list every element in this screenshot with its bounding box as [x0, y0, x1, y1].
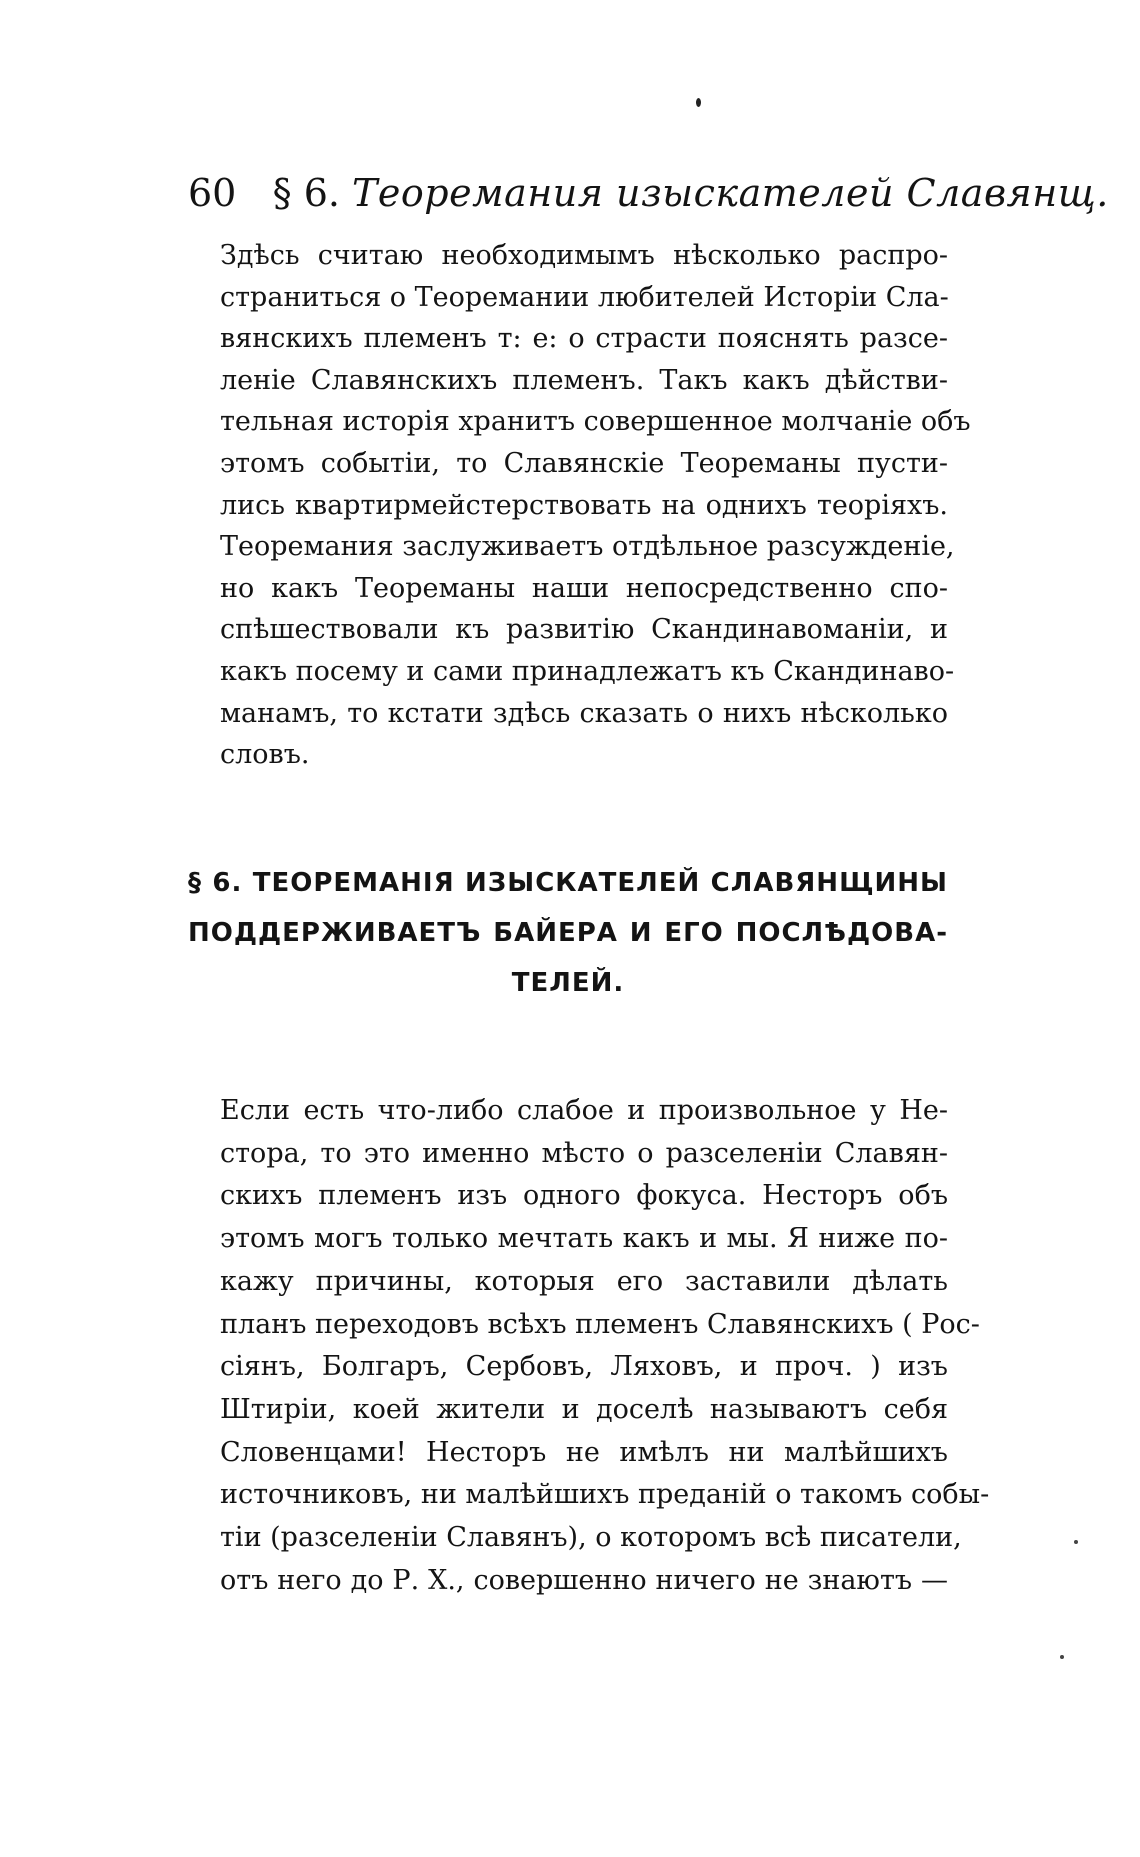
text-line: кажу причины, которыя его заставили дѣлать [220, 1265, 948, 1297]
text-line: этомъ событіи, то Славянскіе Теореманы пусти- [220, 447, 948, 479]
text-line: манамъ, то кстати здѣсь сказать о нихъ нѣсколько [220, 697, 948, 729]
heading-line: ПОДДЕРЖИВАЕТЪ БАЙЕРА И ЕГО ПОСЛѢДОВА- [188, 918, 948, 948]
text-line: Если есть что-либо слабое и произвольное у Не- [220, 1095, 948, 1126]
heading-line: § 6. ТЕОРЕМАНІЯ ИЗЫСКАТЕЛЕЙ СЛАВЯНЩИНЫ [188, 868, 948, 898]
section-heading [188, 858, 948, 1008]
print-speck [1060, 1655, 1064, 1659]
text-line: этомъ могъ только мечтать какъ и мы. Я ниже по- [220, 1223, 948, 1255]
heading-line: ТЕЛЕЙ. [511, 968, 625, 998]
running-head-title: Теоремания изыскателей Славянщ. [352, 171, 1109, 215]
print-speck [696, 98, 701, 107]
text-line: Здѣсь считаю необходимымъ нѣсколько распро- [220, 240, 948, 271]
text-line: отъ него до Р. Х., совершенно ничего не знаютъ — [220, 1564, 948, 1596]
text-line: тіи (разселеніи Славянъ), о которомъ всѣ писатели, [220, 1522, 962, 1554]
text-line: Штиріи, коей жители и доселѣ называютъ себя [220, 1393, 948, 1425]
text-line: планъ переходовъ всѣхъ племенъ Славянскихъ ( Рос- [220, 1308, 980, 1340]
text-line: страниться о Теоремании любителей Исторіи Сла- [220, 281, 949, 313]
text-line: леніе Славянскихъ племенъ. Такъ какъ дѣйстви- [220, 364, 948, 396]
text-line: спѣшествовали къ развитію Скандинавоманіи, и [220, 614, 948, 646]
text-line: источниковъ, ни малѣйшихъ преданій о такомъ собы- [220, 1479, 990, 1511]
paragraph-1 [188, 235, 971, 776]
print-speck [1074, 1540, 1078, 1544]
section-mark: § 6. [272, 171, 340, 215]
text-line: вянскихъ племенъ т: е: о страсти пояснять разсе- [220, 323, 948, 355]
text-line: какъ посему и сами принадлежатъ къ Скандинаво- [220, 655, 955, 687]
paragraph-2 [188, 1090, 990, 1602]
text-line: лись квартирмейстерствовать на однихъ теоріяхъ. [220, 489, 948, 521]
text-line: но какъ Теореманы наши непосредственно спо- [220, 572, 948, 604]
text-line: словъ. [220, 739, 310, 771]
text-line: стора, то это именно мѣсто о разселеніи Славян- [220, 1137, 948, 1169]
text-line: Теоремания заслуживаетъ отдѣльное разсужденіе, [220, 531, 955, 563]
page-number: 60 [188, 171, 237, 215]
text-line: Словенцами! Несторъ не имѣлъ ни малѣйшихъ [220, 1436, 948, 1468]
text-line: тельная исторія хранитъ совершенное молчаніе объ [220, 406, 971, 438]
text-line: сіянъ, Болгаръ, Сербовъ, Ляховъ, и проч. ) изъ [220, 1351, 948, 1383]
running-head [188, 168, 1109, 218]
text-line: скихъ племенъ изъ одного фокуса. Несторъ объ [220, 1180, 948, 1212]
